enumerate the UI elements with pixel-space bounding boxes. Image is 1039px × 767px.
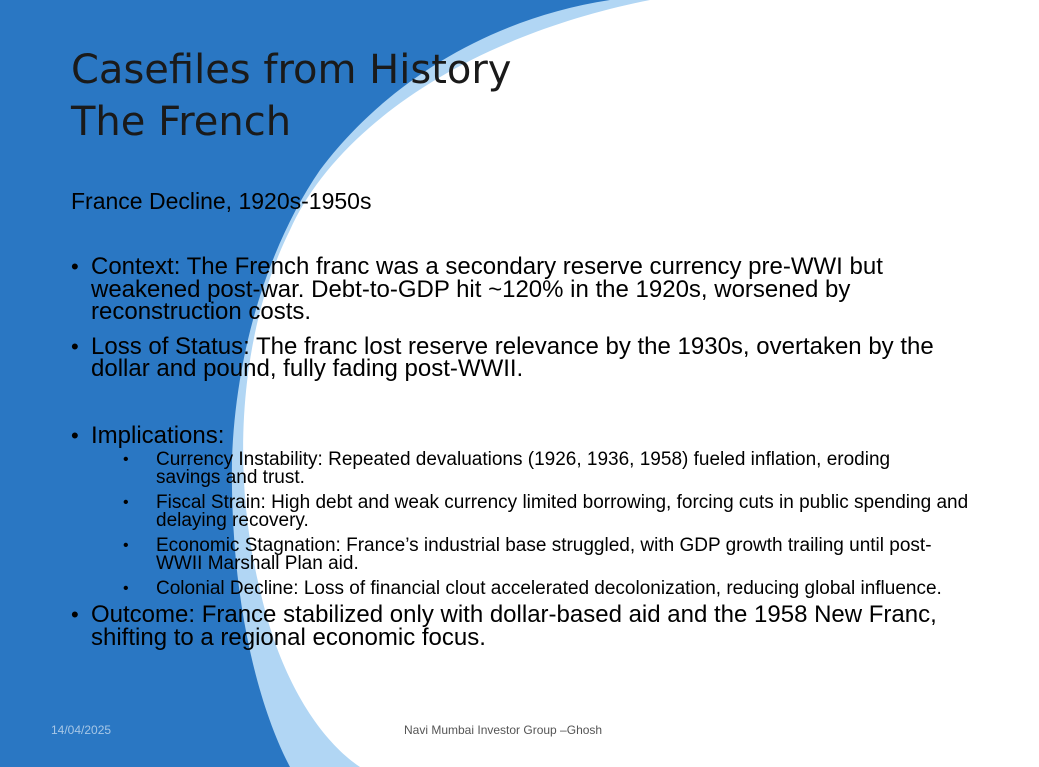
- bullet-implications: [71, 421, 971, 449]
- bullet-implications-text: Implications:: [91, 421, 225, 449]
- sub-item-economic-stagnation: [71, 537, 971, 573]
- sub-item-fiscal-strain: [71, 494, 971, 530]
- sub-item-currency-instability: [71, 451, 946, 487]
- bullet-list: [71, 253, 971, 651]
- footer-text: Navi Mumbai Investor Group –Ghosh: [404, 723, 603, 737]
- slide-subtitle: France Decline, 1920s-1950s: [71, 188, 372, 214]
- bullet-context-text: Context: The French franc was a secondary reserve currency pre-WWI but weakened post-war. Debt-to-GDP hit ~120% in the 1920s, worsened by reconstruction costs.: [91, 253, 883, 325]
- sub-item-text: Currency Instability: Repeated devaluations (1926, 1936, 1958) fueled inflation, eroding savings and trust.: [156, 449, 891, 488]
- title-line-1: Casefiles from History: [71, 47, 512, 93]
- sub-item-text: Fiscal Strain: High debt and weak currency limited borrowing, forcing cuts in public spending and delaying recovery.: [156, 492, 969, 531]
- footer-date: 14/04/2025: [51, 723, 112, 737]
- bullet-loss-of-status: [71, 332, 941, 382]
- sub-item-colonial-decline: [71, 580, 946, 598]
- slide-title: [71, 44, 511, 148]
- bullet-outcome: [71, 601, 941, 651]
- title-line-2: The French: [71, 99, 292, 145]
- bullet-context: [71, 253, 941, 325]
- sub-item-text: Economic Stagnation: France’s industrial base struggled, with GDP growth trailing until post-WWII Marshall Plan aid.: [156, 535, 932, 574]
- bullet-outcome-text: Outcome: France stabilized only with dollar-based aid and the 1958 New Franc, shifting to a regional economic focus.: [91, 601, 937, 651]
- bullet-loss-of-status-text: Loss of Status: The franc lost reserve relevance by the 1930s, overtaken by the dollar and pound, fully fading post-WWII.: [91, 332, 934, 382]
- sub-item-text: Colonial Decline: Loss of financial clout accelerated decolonization, reducing global influence.: [156, 578, 942, 599]
- implications-sublist: [71, 451, 971, 598]
